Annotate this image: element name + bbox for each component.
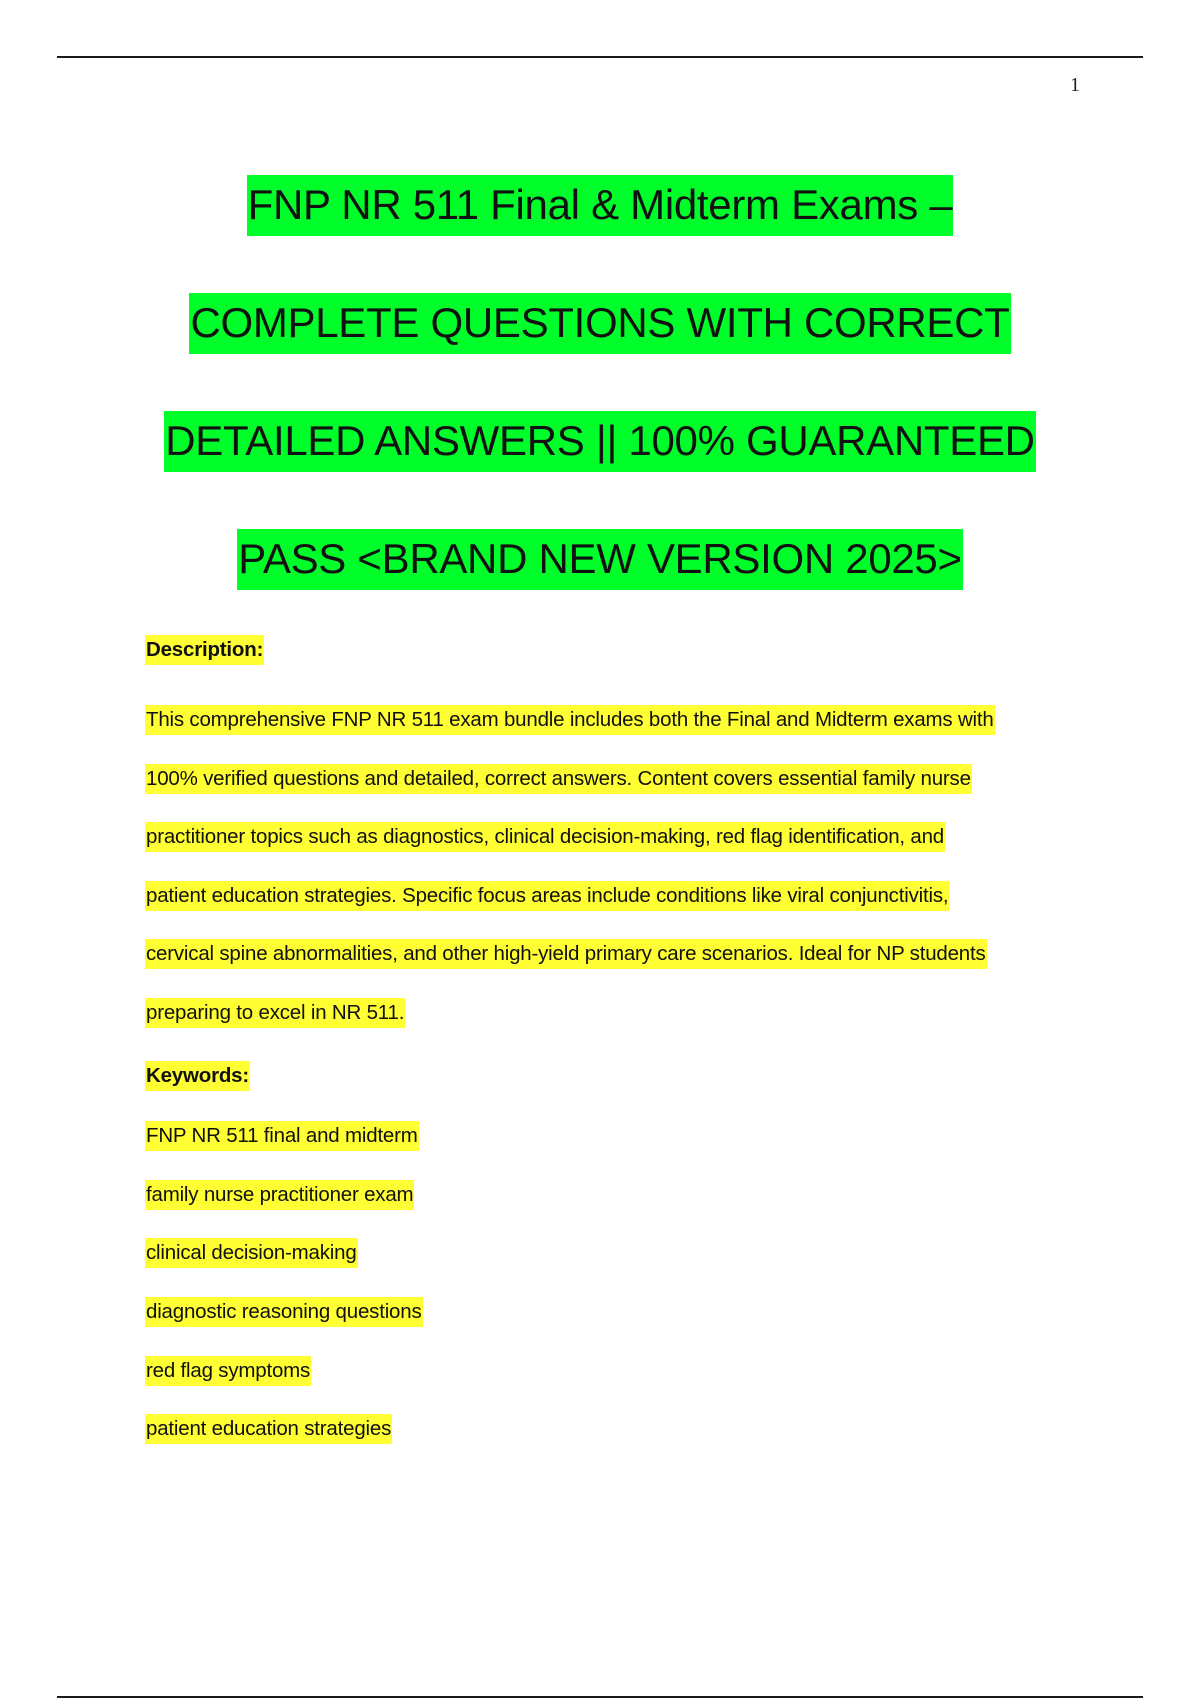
description-paragraph [145,691,1085,1042]
keyword-text: diagnostic reasoning questions [145,1297,423,1327]
keyword-item [145,1175,1085,1234]
description-line: patient education strategies. Specific focus areas include conditions like viral conjunctivitis, [145,881,949,911]
footer-rule [57,1696,1143,1698]
keyword-text: patient education strategies [145,1414,392,1444]
title-line [0,146,1200,264]
header-rule [57,56,1143,58]
description-line: This comprehensive FNP NR 511 exam bundle includes both the Final and Midterm exams with [145,705,995,735]
keyword-item [145,1409,1085,1468]
title-line-text: FNP NR 511 Final & Midterm Exams – [247,175,954,236]
title-line [0,264,1200,382]
description-line: practitioner topics such as diagnostics, clinical decision-making, red flag identification, and [145,822,945,852]
description-line: cervical spine abnormalities, and other high-yield primary care scenarios. Ideal for NP students [145,939,987,969]
keyword-text: FNP NR 511 final and midterm [145,1121,419,1151]
title-line-text: PASS <BRAND NEW VERSION 2025> [237,529,962,590]
keyword-text: family nurse practitioner exam [145,1180,414,1210]
title-line-text: DETAILED ANSWERS || 100% GUARANTEED [164,411,1035,472]
keyword-text: red flag symptoms [145,1356,311,1386]
page-number: 1 [1070,74,1080,96]
title-line-text: COMPLETE QUESTIONS WITH CORRECT [189,293,1010,354]
keyword-item [145,1116,1085,1175]
title-line [0,382,1200,500]
title-line [0,500,1200,618]
description-line: 100% verified questions and detailed, correct answers. Content covers essential family nurse [145,764,972,794]
description-label: Description: [145,635,264,665]
keyword-text: clinical decision-making [145,1238,358,1268]
document-body [145,630,1085,1484]
keyword-item [145,1351,1085,1410]
keyword-item [145,1292,1085,1351]
description-heading [145,630,1085,670]
document-title [0,146,1200,618]
keywords-heading [145,1056,1085,1096]
keyword-item [145,1233,1085,1292]
description-line: preparing to excel in NR 511. [145,998,405,1028]
keywords-list [145,1116,1085,1468]
keywords-label: Keywords: [145,1061,250,1091]
